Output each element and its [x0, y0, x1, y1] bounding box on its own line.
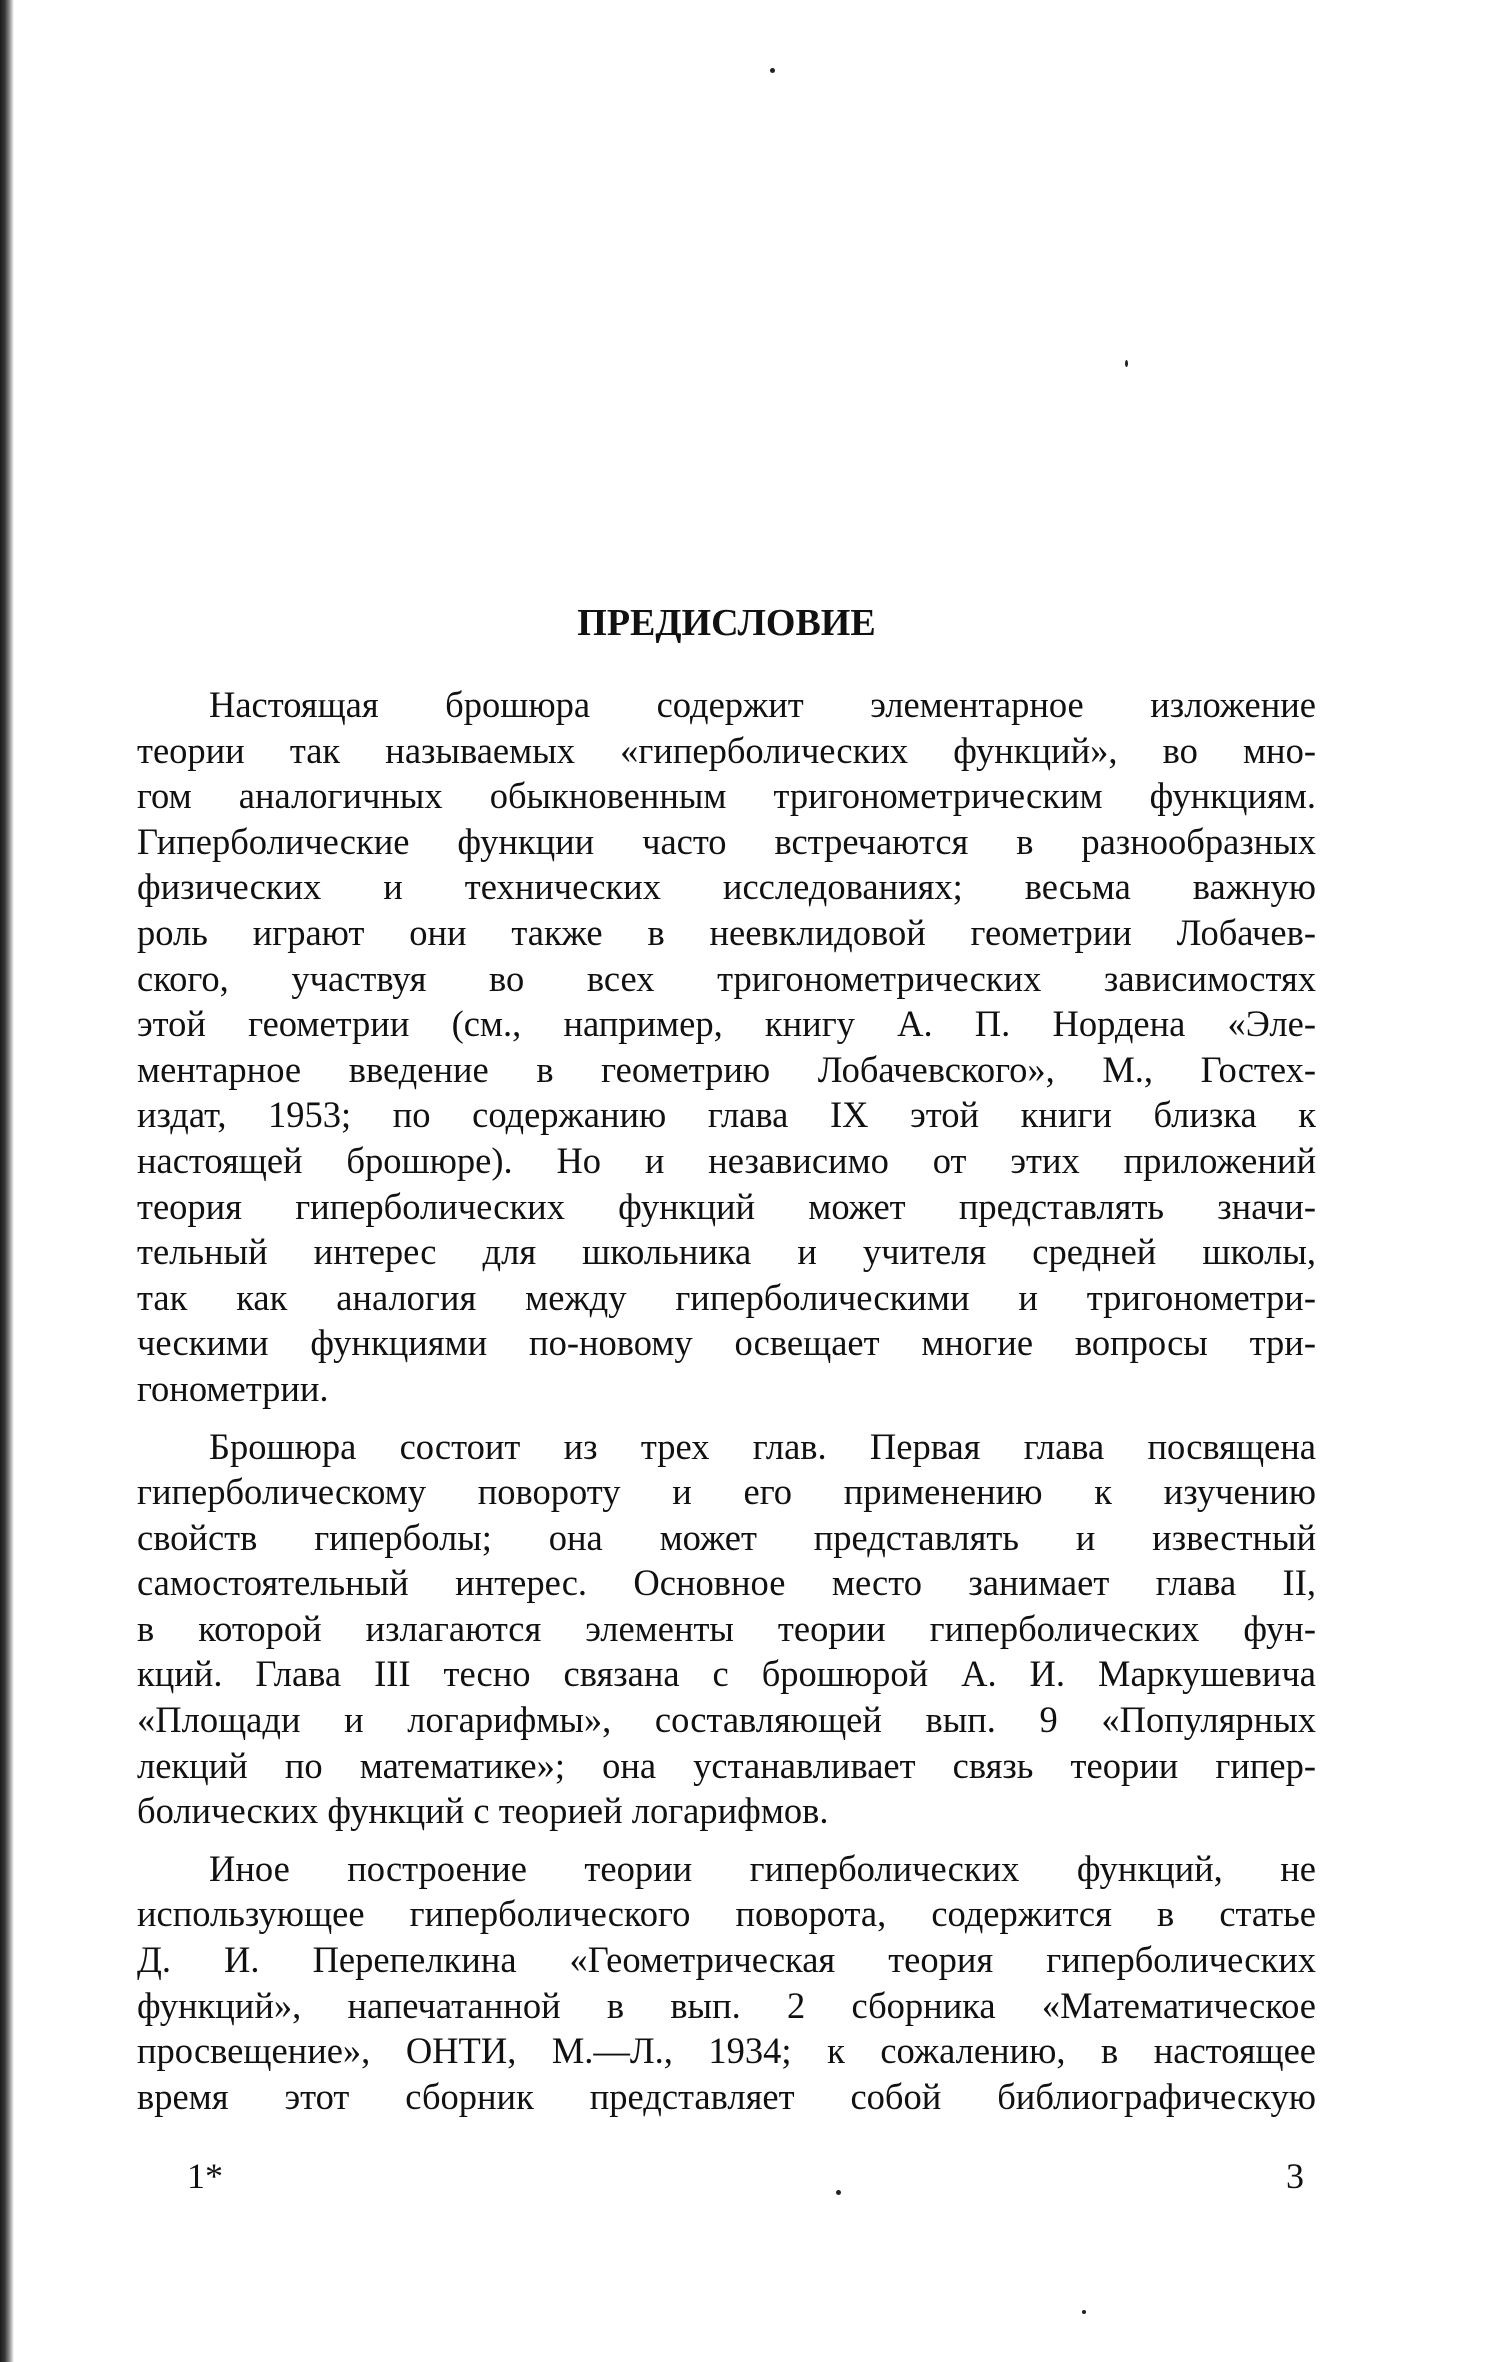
text-line: гом аналогичных обыкновенным тригонометрическим функциям. — [137, 775, 1316, 817]
text-line: теория гиперболических функций может представлять значи- — [137, 1185, 1316, 1227]
text-line: «Площади и логарифмы», составляющей вып. 9 «Популярных — [137, 1699, 1316, 1741]
text-line: в которой излагаются элементы теории гиперболических фун- — [137, 1607, 1316, 1649]
page-number: 3 — [1286, 2156, 1304, 2197]
text-line: этой геометрии (см., например, книгу А. П. Нордена «Эле- — [137, 1003, 1316, 1045]
paragraph-2 — [137, 1424, 1316, 1834]
speck — [1082, 2310, 1086, 2314]
speck — [1125, 360, 1128, 367]
text-line: ческими функциями по-новому освещает многие вопросы три- — [137, 1322, 1316, 1364]
text-line: Гиперболические функции часто встречаются в разнообразных — [137, 820, 1316, 862]
text-line: тельный интерес для школьника и учителя средней школы, — [137, 1231, 1316, 1273]
speck — [770, 68, 775, 73]
text-line: Иное построение теории гиперболических функций, не — [209, 1847, 1316, 1889]
paragraph-3 — [137, 1846, 1316, 2120]
text-line: время этот сборник представляет собой библиографическую — [137, 2075, 1316, 2117]
text-line: Д. И. Перепелкина «Геометрическая теория гиперболических — [137, 1939, 1316, 1981]
text-line: роль играют они также в неевклидовой геометрии Лобачев- — [137, 911, 1316, 953]
text-line: гиперболическому повороту и его применению к изучению — [137, 1471, 1316, 1513]
text-line: Брошюра состоит из трех глав. Первая глава посвящена — [209, 1425, 1316, 1467]
text-line: ского, участвуя во всех тригонометрических зависимостях — [137, 957, 1316, 999]
text-line: самостоятельный интерес. Основное место занимает глава II, — [137, 1562, 1316, 1604]
text-line: болических функций с теорией логарифмов. — [137, 1790, 829, 1832]
text-line: ментарное введение в геометрию Лобачевского», М., Гостех- — [137, 1048, 1316, 1090]
text-line: настоящей брошюре). Но и независимо от этих приложений — [137, 1139, 1316, 1181]
text-line: гонометрии. — [137, 1367, 329, 1409]
page-footer — [137, 2155, 1316, 2235]
paragraph-1 — [137, 682, 1316, 1412]
text-line: теории так называемых «гиперболических функций», во мно- — [137, 729, 1316, 771]
text-line: свойств гиперболы; она может представлять и известный — [137, 1516, 1316, 1558]
text-line: функций», напечатанной в вып. 2 сборника «Математическое — [137, 1984, 1316, 2026]
text-line: просвещение», ОНТИ, М.—Л., 1934; к сожалению, в настоящее — [137, 2030, 1316, 2072]
text-line: издат, 1953; по содержанию глава IX этой книги близка к — [137, 1094, 1316, 1136]
text-line: кций. Глава III тесно связана с брошюрой А. И. Маркушевича — [137, 1653, 1316, 1695]
book-spine-shadow — [0, 0, 14, 2362]
text-line: физических и технических исследованиях; весьма важную — [137, 866, 1316, 908]
text-line: использующее гиперболического поворота, содержится в статье — [137, 1893, 1316, 1935]
signature-mark: 1* — [187, 2156, 223, 2197]
text-line: так как аналогия между гиперболическими и тригонометри- — [137, 1276, 1316, 1318]
page-title: ПРЕДИСЛОВИЕ — [577, 602, 876, 644]
text-line: лекций по математике»; она устанавливает связь теории гипер- — [137, 1744, 1316, 1786]
text-line: Настоящая брошюра содержит элементарное изложение — [209, 684, 1316, 725]
page-body — [137, 600, 1316, 2235]
